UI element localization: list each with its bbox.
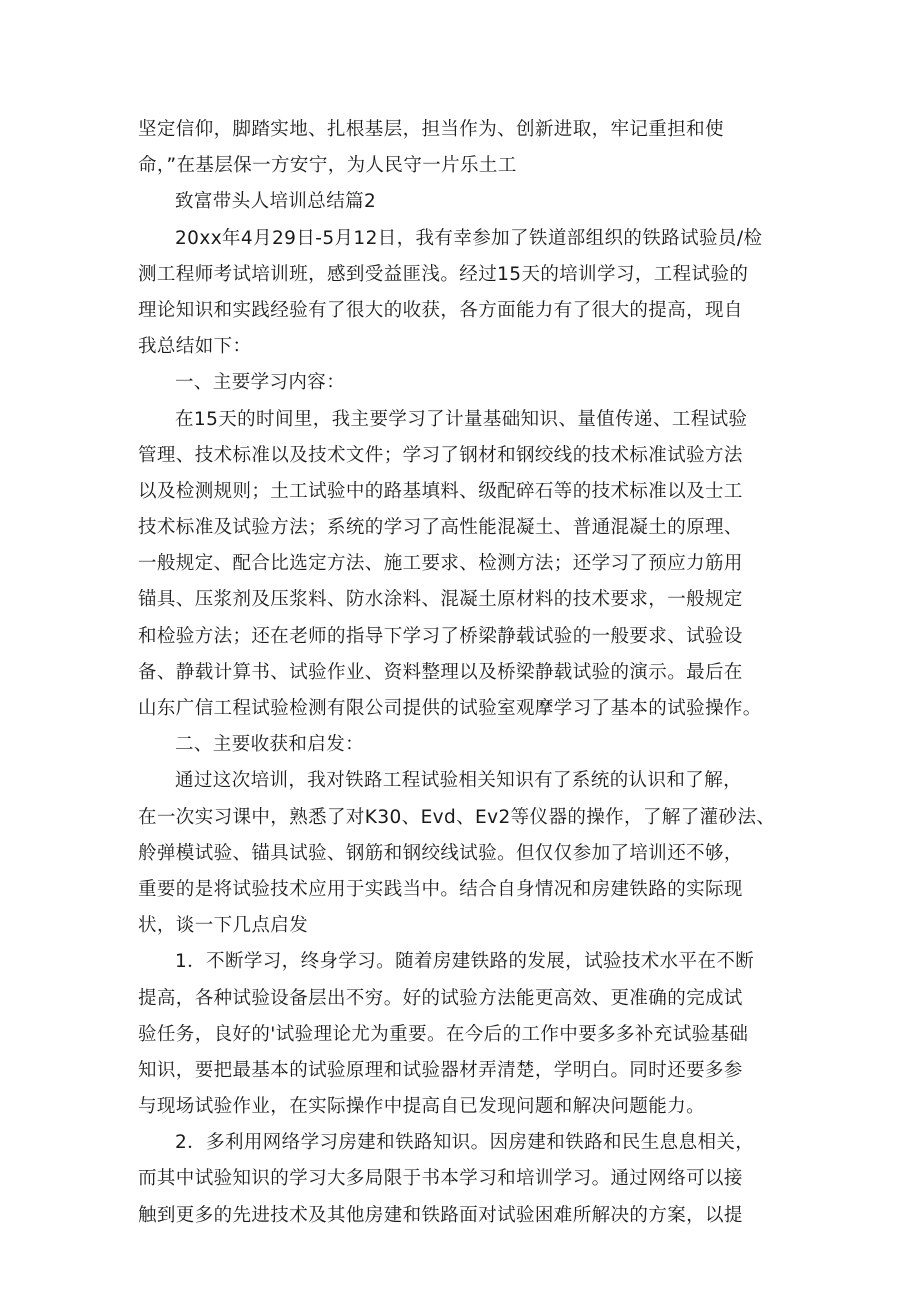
text-line: 命，”在基层保一方安宁，为人民守一片乐土工 — [138, 155, 517, 177]
text-line: 通过这次培训，我对铁路工程试验相关知识有了系统的认识和了解， — [175, 770, 743, 792]
text-line: 1．不断学习，终身学习。随着房建铁路的发展，试验技术水平在不断 — [175, 951, 755, 973]
text-line: 一般规定、配合比选定方法、施工要求、检测方法；还学习了预应力筋用 — [138, 553, 743, 575]
text-line: 20xx年4月29日-5月12日，我有幸参加了铁道部组织的铁路试验员/检 — [175, 227, 763, 249]
text-line: 在一次实习课中，熟悉了对K30、Evd、Ev2等仪器的操作，了解了灌砂法、 — [138, 806, 776, 828]
text-line: 技术标准及试验方法；系统的学习了高性能混凝土、普通混凝土的原理、 — [138, 517, 743, 539]
text-line: 在15天的时间里，我主要学习了计量基础知识、量值传递、工程试验 — [175, 408, 748, 430]
text-line: 山东广信工程试验检测有限公司提供的试验室观摩学习了基本的试验操作。 — [138, 698, 762, 719]
text-line: 验任务，良好的'试验理论尤为重要。在今后的工作中要多多补充试验基础 — [138, 1023, 749, 1045]
text-line: 管理、技术标准以及技术文件；学习了钢材和钢绞线的技术标准试验方法 — [138, 444, 743, 466]
text-line: 以及检测规则；土工试验中的路基填料、级配碎石等的技术标准以及士工 — [138, 480, 743, 502]
text-line: 提高，各种试验设备层出不穷。好的试验方法能更高效、更准确的完成试 — [138, 987, 743, 1009]
document-body — [138, 112, 794, 1234]
text-line: 2．多利用网络学习房建和铁路知识。因房建和铁路和民生息息相关， — [175, 1132, 755, 1154]
text-line: 坚定信仰，脚踏实地、扎根基层，担当作为、创新进取，牢记重担和使 — [138, 119, 724, 140]
text-line: 而其中试验知识的学习大多局限于书本学习和培训学习。通过网络可以接 — [138, 1168, 743, 1190]
subsection-heading: 二、主要收获和启发： — [175, 734, 365, 756]
text-line: 理论知识和实践经验有了很大的收获，各方面能力有了很大的提高，现自 — [138, 299, 743, 321]
text-line: 备、静载计算书、试验作业、资料整理以及桥梁静载试验的演示。最后在 — [138, 661, 743, 683]
section-title: 致富带头人培训总结篇2 — [175, 191, 377, 213]
page-bottom-margin — [0, 1240, 920, 1301]
text-line: 状，谈一下几点启发 — [138, 915, 309, 937]
text-line: 测工程师考试培训班，感到受益匪浅。经过15天的培训学习，工程试验的 — [138, 263, 749, 285]
text-line: 知识，要把最基本的试验原理和试验器材弄清楚，学明白。同时还要多参 — [138, 1059, 743, 1081]
text-line: 触到更多的先进技术及其他房建和铁路面对试验困难所解决的方案，以提 — [138, 1204, 743, 1226]
text-line: 舲弹模试验、锚具试验、钢筋和钢绞线试验。但仅仅参加了培训还不够， — [138, 842, 743, 864]
text-line: 与现场试验作业，在实际操作中提高自已发现问题和解决问题能力。 — [138, 1096, 706, 1118]
text-line: 我总结如下： — [138, 336, 252, 358]
text-line: 锚具、压浆剂及压浆料、防水涂料、混凝土原材料的技术要求，一般规定 — [138, 589, 743, 611]
text-line: 和检验方法；还在老师的指导下学习了桥梁静载试验的一般要求、试验设 — [138, 625, 743, 647]
text-line: 重要的是将试验技术应用于实践当中。结合自身情况和房建铁路的实际现 — [138, 878, 743, 900]
subsection-heading: 一、主要学习内容： — [175, 372, 346, 394]
